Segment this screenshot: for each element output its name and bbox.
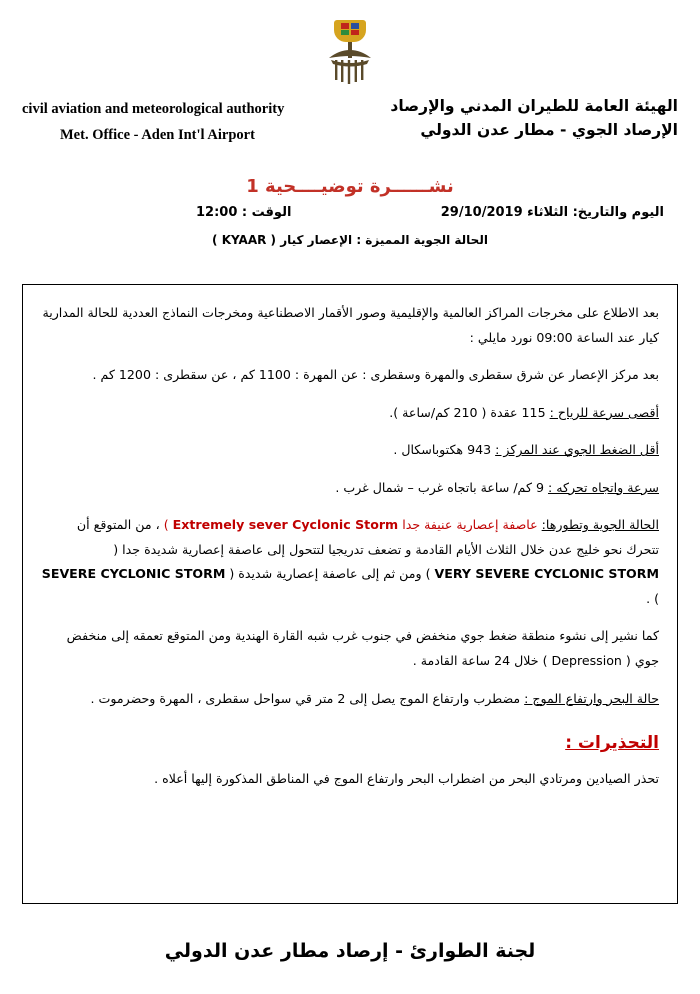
paragraph-low-pressure: كما نشير إلى نشوء منطقة ضغط جوي منخفض في جنوب غرب شبه القارة الهندية ومن المتوقع تعمقه إلى منخفض جوي ( Depression ) خلال 24 ساعة القادمة . bbox=[66, 628, 659, 669]
bulletin-time bbox=[196, 205, 291, 220]
authority-line2-english: Met. Office - Aden Int'l Airport bbox=[60, 127, 255, 144]
paragraph-sea-state bbox=[41, 687, 659, 712]
pressure-value: 943 هكتوباسكال . bbox=[393, 442, 492, 458]
authority-name-english bbox=[22, 96, 284, 148]
bulletin-body-box bbox=[22, 284, 678, 904]
bulletin-date-value: الثلاثاء 29/10/2019 bbox=[440, 205, 569, 220]
movement-value: 9 كم/ ساعة باتجاه غرب – شمال غرب . bbox=[335, 479, 544, 495]
status-severe-english: SEVERE CYCLONIC STORM bbox=[41, 566, 226, 582]
bulletin-time-value: 12:00 bbox=[196, 205, 238, 220]
status-storm-arabic: عاصفة إعصارية عنيفة جدا bbox=[402, 517, 538, 533]
paragraph-movement bbox=[41, 476, 659, 501]
paragraph-pressure bbox=[41, 438, 659, 463]
pressure-label: أقل الضغط الجوي عند المركز : bbox=[495, 442, 659, 458]
bulletin-meta-row bbox=[0, 205, 700, 231]
authority-name-arabic bbox=[390, 94, 678, 142]
status-label: الحالة الجوية وتطورها: bbox=[541, 517, 659, 533]
status-text-3: ) ومن ثم إلى عاصفة إعصارية شديدة ( bbox=[229, 566, 431, 582]
bulletin-time-label: الوقت : bbox=[241, 205, 292, 220]
authority-line2-arabic: الإرصاد الجوي - مطار عدن الدولي bbox=[420, 121, 678, 140]
paragraph-status bbox=[41, 513, 659, 611]
bulletin-date bbox=[441, 205, 664, 220]
status-storm-english: Extremely sever Cyclonic Storm bbox=[172, 517, 399, 533]
status-paren-close: ) bbox=[163, 517, 169, 533]
document-footer: لجنة الطوارئ - إرصاد مطار عدن الدولي bbox=[164, 940, 536, 962]
warnings-text: تحذر الصيادين ومرتادي البحر من اضطراب البحر وارتفاع الموج في المناطق المذكورة إليها أعلاه . bbox=[154, 771, 659, 787]
max-wind-label: أقصى سرعة للرياح : bbox=[549, 404, 659, 420]
status-text-2: ، من المتوقع أن تتحرك نحو خليج عدن خلال الثلاث الأيام القادمة و تضعف تدريجيا لتتحول إلى عاصفة إعصارية شديدة جدا ( bbox=[76, 517, 659, 557]
paragraph-distance: بعد مركز الإعصار عن شرق سقطرى والمهرة وسقطرى : عن المهرة : 1100 كم ، عن سقطرى : 1200 كم . bbox=[92, 367, 659, 383]
document-header bbox=[0, 94, 700, 166]
paragraph-intro: بعد الاطلاع على مخرجات المراكز العالمية والإقليمية وصور الأقمار الاصطناعية ومخرجات النماذج العددية للحالة المدارية كيار عند الساعة 09:00 نورد مايلي : bbox=[42, 305, 659, 345]
status-very-severe-english: VERY SEVERE CYCLONIC STORM bbox=[434, 566, 659, 582]
sea-state-label: حالة البحر وارتفاع الموج : bbox=[524, 690, 659, 706]
bulletin-title: نشــــــرة توضيــــحية 1 bbox=[246, 176, 454, 197]
authority-line1-english: civil aviation and meteorological authority bbox=[22, 101, 285, 117]
bulletin-subtitle: الحالة الجوية المميزة : الإعصار كيار ( KYAAR ) bbox=[212, 233, 488, 247]
civil-aviation-authority-emblem-icon bbox=[315, 14, 385, 86]
bulletin-date-label: اليوم والتاريخ: bbox=[572, 205, 664, 220]
status-text-4: ) . bbox=[646, 590, 659, 606]
logo-container bbox=[0, 0, 700, 86]
movement-label: سرعة واتجاه تحركه : bbox=[547, 479, 659, 495]
warnings-heading: التحذيرات : bbox=[565, 733, 659, 754]
paragraph-max-wind bbox=[41, 401, 659, 426]
sea-state-value: مضطرب وارتفاع الموج يصل إلى 2 متر قي سواحل سقطرى ، المهرة وحضرموت . bbox=[90, 690, 521, 706]
max-wind-value: 115 عقدة ( 210 كم/ساعة ). bbox=[389, 404, 546, 420]
authority-line1-arabic: الهيئة العامة للطيران المدني والإرصاد bbox=[390, 97, 678, 115]
